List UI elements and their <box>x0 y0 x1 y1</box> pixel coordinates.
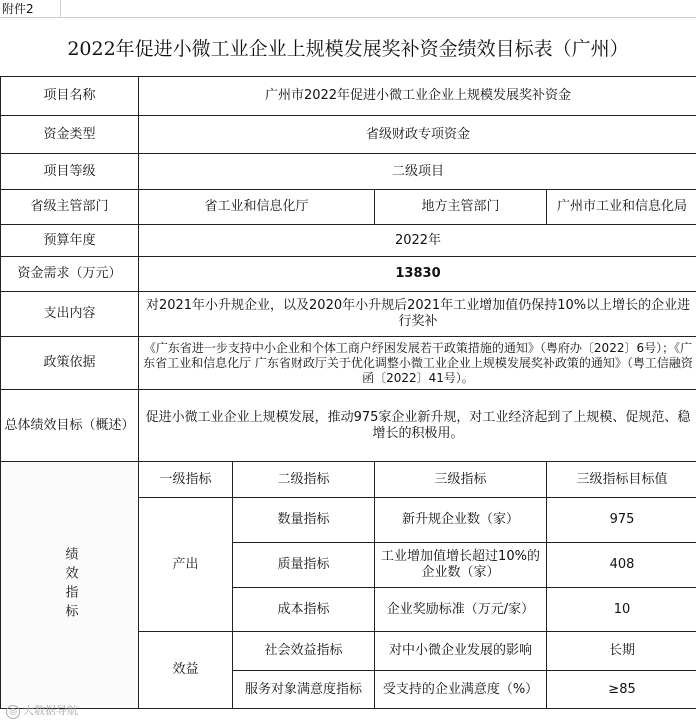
local-dept-value: 广州市工业和信息化局 <box>547 190 696 225</box>
appendix-label: 附件2 <box>2 2 34 16</box>
fund-demand-label: 资金需求（万元） <box>1 257 139 292</box>
fund-demand-value: 13830 <box>139 257 696 292</box>
fund-type-label: 资金类型 <box>1 116 139 154</box>
policy-basis-value: 《广东省进一步支持中小企业和个体工商户纾困发展若干政策措施的通知》（粤府办〔2022〕6号）；《广东省工业和信息化厅 广东省财政厅关于优化调整小微工业企业上规模发展奖补政策的通知》（粤工信融资函〔2022〕41号）。 <box>139 337 696 390</box>
quality-target: 408 <box>547 543 696 588</box>
row-overall-goal <box>1 390 696 462</box>
row-project-level <box>1 154 696 190</box>
performance-target-table <box>0 76 696 709</box>
row-fund-demand <box>1 257 696 292</box>
cost-level3: 企业奖励标准（万元/家） <box>375 588 547 632</box>
quantity-indicator: 数量指标 <box>233 498 375 543</box>
sheet-gridline <box>60 0 61 18</box>
row-departments <box>1 190 696 225</box>
budget-year-label: 预算年度 <box>1 225 139 257</box>
policy-basis-label: 政策依据 <box>1 337 139 390</box>
performance-indicators-label <box>1 462 139 709</box>
cost-target: 10 <box>547 588 696 632</box>
benefit-label: 效益 <box>139 632 233 709</box>
provincial-dept-label: 省级主管部门 <box>1 190 139 225</box>
project-name-label: 项目名称 <box>1 77 139 116</box>
quality-level3: 工业增加值增长超过10%的企业数（家） <box>375 543 547 588</box>
provincial-dept-value: 省工业和信息化厅 <box>139 190 375 225</box>
satisfaction-level3: 受支持的企业满意度（%） <box>375 671 547 709</box>
row-fund-type <box>1 116 696 154</box>
social-benefit-target: 长期 <box>547 632 696 671</box>
watermark-text: 大数据导航 <box>23 704 78 717</box>
row-indicator-headers <box>1 462 696 498</box>
row-expenditure <box>1 292 696 337</box>
quantity-target: 975 <box>547 498 696 543</box>
project-level-value: 二级项目 <box>139 154 696 190</box>
performance-indicators-text: 绩效指标 <box>62 547 78 623</box>
overall-goal-label: 总体绩效目标（概述） <box>1 390 139 462</box>
header-target: 三级指标目标值 <box>547 462 696 498</box>
expenditure-value: 对2021年小升规企业，以及2020年小升规后2021年工业增加值仍保持10%以上增长的企业进行奖补 <box>139 292 696 337</box>
quality-indicator: 质量指标 <box>233 543 375 588</box>
satisfaction-indicator: 服务对象满意度指标 <box>233 671 375 709</box>
expenditure-label: 支出内容 <box>1 292 139 337</box>
header-level3: 三级指标 <box>375 462 547 498</box>
project-name-value: 广州市2022年促进小微工业企业上规模发展奖补资金 <box>139 77 696 116</box>
fund-type-value: 省级财政专项资金 <box>139 116 696 154</box>
header-level2: 二级指标 <box>233 462 375 498</box>
row-project-name <box>1 77 696 116</box>
project-level-label: 项目等级 <box>1 154 139 190</box>
satisfaction-target: ≥85 <box>547 671 696 709</box>
quantity-level3: 新升规企业数（家） <box>375 498 547 543</box>
social-benefit-indicator: 社会效益指标 <box>233 632 375 671</box>
row-budget-year <box>1 225 696 257</box>
output-label: 产出 <box>139 498 233 632</box>
page-title: 2022年促进小微工业企业上规模发展奖补资金绩效目标表（广州） <box>67 37 629 60</box>
social-benefit-level3: 对中小微企业发展的影响 <box>375 632 547 671</box>
header-level1: 一级指标 <box>139 462 233 498</box>
watermark <box>6 702 78 719</box>
budget-year-value: 2022年 <box>139 225 696 257</box>
row-policy-basis <box>1 337 696 390</box>
cost-indicator: 成本指标 <box>233 588 375 632</box>
local-dept-label: 地方主管部门 <box>375 190 547 225</box>
overall-goal-value: 促进小微工业企业上规模发展，推动975家企业新升规，对工业经济起到了上规模、促规范、稳增长的积极用。 <box>139 390 696 462</box>
watermark-logo-icon: ◎ <box>6 705 20 719</box>
